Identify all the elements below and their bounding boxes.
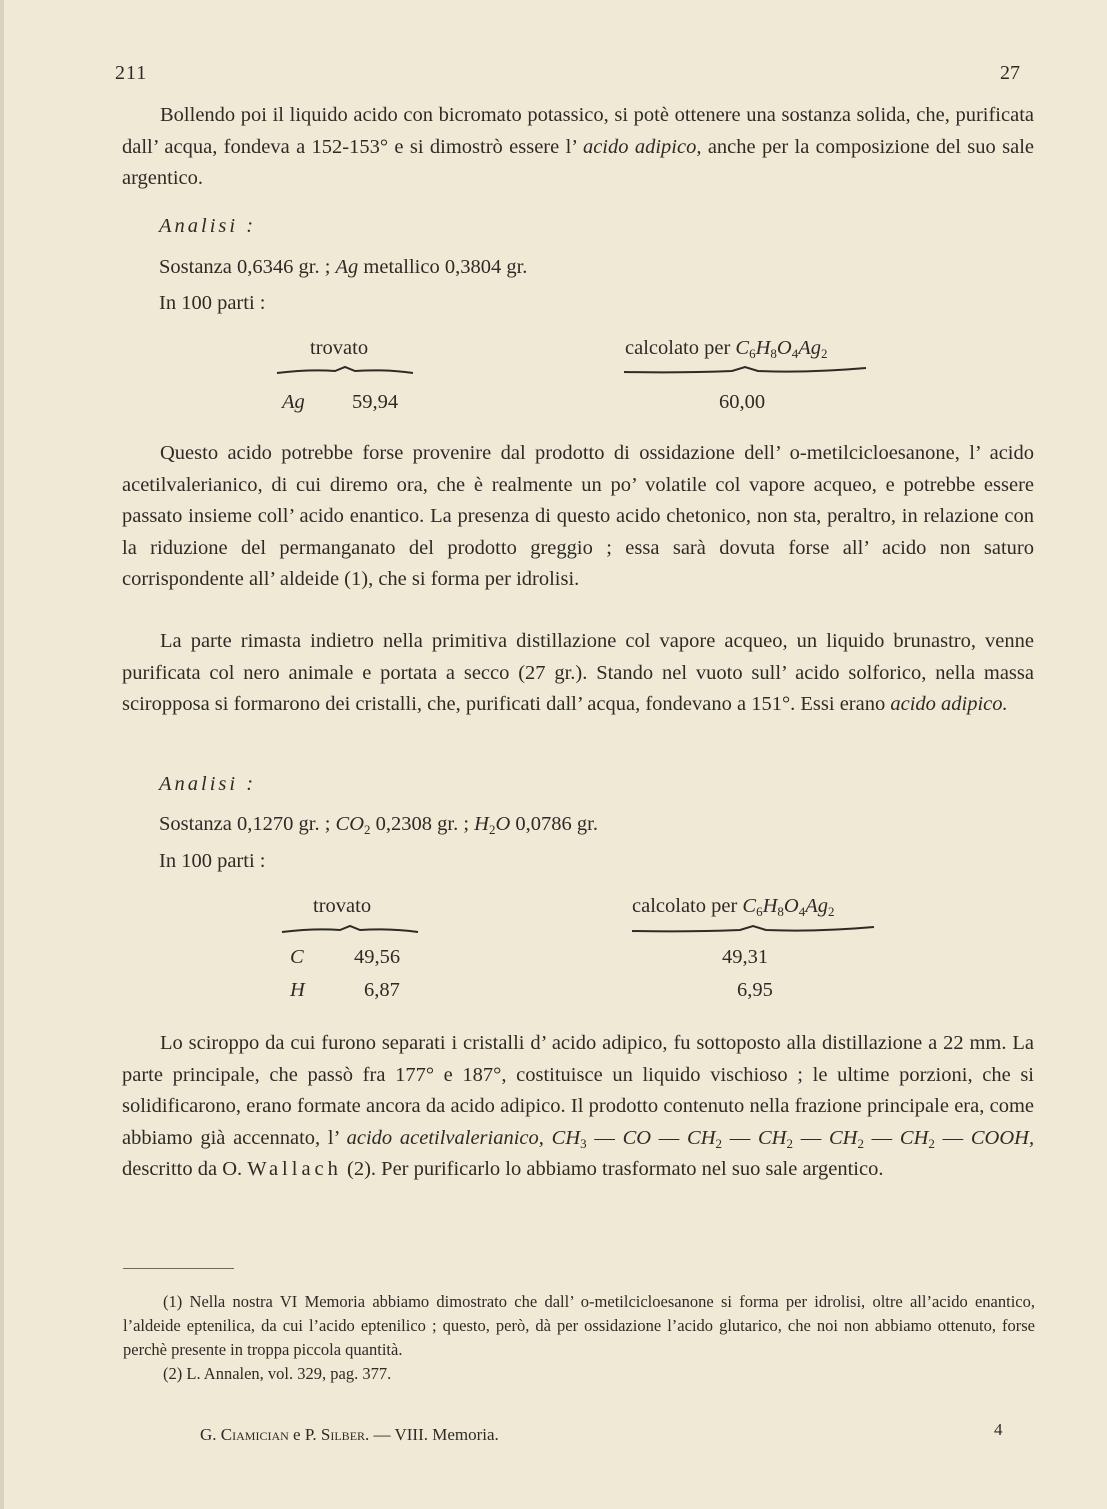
analysis-2-sample: Sostanza 0,1270 gr. ; $CO_2$ 0,2308 gr. ; $H_2O$ 0,0786 gr. xyxy=(159,813,598,837)
analysis-2-row-h-calc: 6,95 xyxy=(737,979,773,1001)
analysis-1-calc-header: calcolato per $C_6H_8O_4Ag_2$ xyxy=(625,337,828,361)
page-edge xyxy=(0,0,4,1509)
analysis-2-row-c-element: C xyxy=(290,946,304,968)
analysis-1-sample: Sostanza 0,6346 gr. ; Ag metallico 0,3804 gr. xyxy=(159,256,528,278)
analysis-2-row-c-found: 49,56 xyxy=(354,946,401,968)
analysis-2-calc-header: calcolato per $C_6H_8O_4Ag_2$ xyxy=(632,895,835,919)
analysis-2-row-h-element: H xyxy=(290,979,305,1001)
analysis-2-heading: Analisi : xyxy=(159,773,257,795)
footer-signature: G. Ciamician e P. Silber. — VIII. Memoria. xyxy=(200,1425,499,1444)
analysis-1-row-calc: 60,00 xyxy=(719,391,766,413)
footnote-rule xyxy=(123,1268,234,1269)
analysis-1-heading: Analisi : xyxy=(159,215,257,237)
analysis-2-calc-brace xyxy=(630,923,876,935)
analysis-2-found-brace xyxy=(280,923,420,935)
analysis-1-row-element: Ag xyxy=(282,391,305,413)
analysis-1-found-brace xyxy=(275,364,415,376)
analysis-2-row-c-calc: 49,31 xyxy=(722,946,769,968)
analysis-1-found-header: trovato xyxy=(310,337,369,359)
paragraph-1: Bollendo poi il liquido acido con bicromato potassico, si potè ottenere una sostanza solida, che, purificata dall’ acqua, fondeva a 152-153° e si dimostrò essere l’ acido adipico, anche per la composizione del suo sale argentico. xyxy=(122,104,1034,189)
analysis-1-parts: In 100 parti : xyxy=(159,292,266,314)
analysis-2-parts: In 100 parti : xyxy=(159,850,266,872)
analysis-2-row-h-found: 6,87 xyxy=(364,979,400,1001)
paragraph-4: Lo sciroppo da cui furono separati i cristalli d’ acido adipico, fu sottoposto alla distillazione a 22 mm. La parte principale, che passò fra 177° e 187°, costituisce un liquido vischioso ; le ultime porzioni, che si solidificarono, erano formate ancora da acido adipico. Il prodotto contenuto nella frazione principale era, come abbiamo già accennato, l’ acido acetilvalerianico, $CH_3$ — CO — $CH_2$ — $CH_2$ — $CH_2$ — $CH_2$ — COOH, descritto da O. Wallach (2). Per purificarlo lo abbiamo trasformato nel suo sale argentico. xyxy=(122,1032,1035,1180)
analysis-2-found-header: trovato xyxy=(313,895,372,917)
right-page-number: 27 xyxy=(1000,62,1020,84)
analysis-1-calc-brace xyxy=(622,364,868,376)
analysis-1-row-found: 59,94 xyxy=(352,391,399,413)
paragraph-3: La parte rimasta indietro nella primitiva distillazione col vapore acqueo, un liquido brunastro, venne purificata col nero animale e portata a secco (27 gr.). Stando nel vuoto sull’ acido solforico, nella massa sciropposa si formarono dei cristalli, che, purificati dall’ acqua, fondevano a 151°. Essi erano acido adipico. xyxy=(122,630,1034,715)
footnote-2: (2) L. Annalen, vol. 329, pag. 377. xyxy=(163,1364,392,1383)
sheet-number: 4 xyxy=(994,1420,1003,1439)
left-page-number: 211 xyxy=(115,62,148,84)
footnote-1: (1) Nella nostra VI Memoria abbiamo dimostrato che dall’ o-metilcicloesanone si forma per idrolisi, oltre all’acido enantico, l’aldeide eptenilica, da cui l’acido eptenilico ; questo, però, dà per ossidazione l’acido glutarico, che noi non abbiamo ottenuto, forse perchè presente in troppa piccola quantità. xyxy=(123,1292,1035,1359)
paragraph-2: Questo acido potrebbe forse provenire dal prodotto di ossidazione dell’ o-metilcicloesanone, l’ acido acetilvalerianico, di cui diremo ora, che è realmente un po’ volatile col vapore acqueo, e potrebbe essere passato insieme coll’ acido enantico. La presenza di questo acido chetonico, non sta, peraltro, in relazione con la riduzione del permanganato del prodotto greggio ; essa sarà dovuta forse all’ acido non saturo corrispondente all’ aldeide (1), che si forma per idrolisi. xyxy=(122,442,1034,590)
